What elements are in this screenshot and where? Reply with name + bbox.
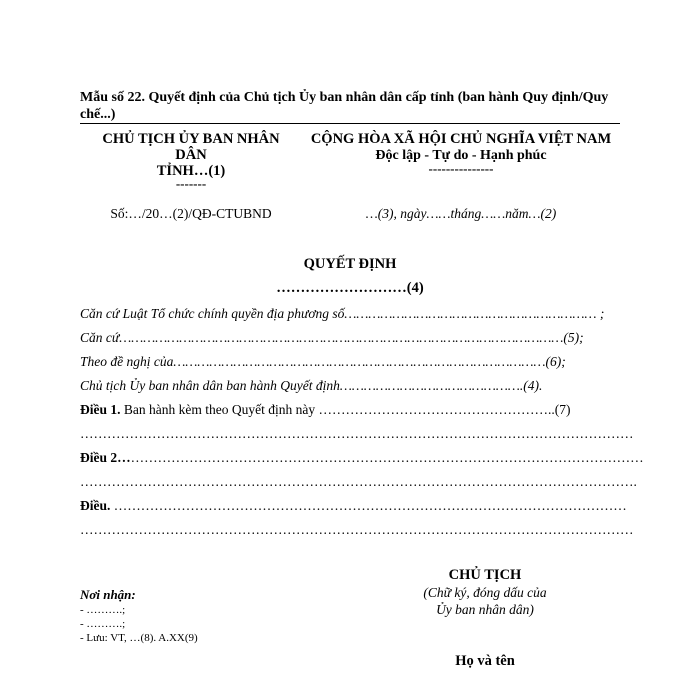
legal-basis-3: Theo đề nghị của…………………………………………………………………………………(6); (80, 354, 566, 369)
article-1 (80, 402, 620, 418)
article-3-text: …………………………………………………………………………………………………… (110, 498, 627, 513)
article-1-continuation: …………………………………………………………………………………………………………… (80, 426, 634, 441)
document-number: Số:…/20…(2)/QĐ-CTUBND (110, 206, 272, 221)
decision-title: QUYẾT ĐỊNH (303, 256, 397, 272)
signer-name: Họ và tên (455, 653, 515, 669)
article-3-continuation: …………………………………………………………………………………………………………… (80, 522, 634, 537)
recipients-label: Nơi nhận: (80, 587, 136, 602)
legal-basis-1: Căn cứ Luật Tổ chức chính quyền địa phương số……………………………………………………… ; (80, 306, 605, 321)
article-2 (80, 450, 644, 466)
form-title: Mẫu số 22. Quyết định của Chủ tịch Ủy ban nhân dân cấp tỉnh (ban hành Quy định/Quy chế...) (80, 90, 609, 122)
article-2-label: Điều 2… (80, 450, 131, 465)
article-3 (80, 498, 627, 514)
recipient-item: - ……….; (80, 618, 126, 630)
issuer-line-3: TỈNH…(1) (156, 163, 226, 179)
article-2-text: …………………………………………………………………………………………………… (130, 450, 644, 465)
article-2-continuation: ……………………………………………………………………………………………………………. (80, 474, 637, 489)
recipient-item: - ……….; (80, 604, 126, 616)
issuer-line-2: DÂN (175, 147, 207, 163)
article-3-label: Điều. (80, 498, 111, 513)
signature-note-line-1: (Chữ ký, đóng dấu của (423, 585, 547, 600)
title-divider (80, 123, 620, 124)
issuer-divider: ------- (175, 176, 207, 191)
decision-subject: ………………………(4) (276, 280, 424, 296)
motto-divider: --------------- (428, 161, 494, 176)
national-motto: Độc lập - Tự do - Hạnh phúc (375, 148, 547, 163)
issuer-line-1: CHỦ TỊCH ỦY BAN NHÂN (102, 131, 280, 147)
nation-name: CỘNG HÒA XÃ HỘI CHỦ NGHĨA VIỆT NAM (310, 131, 612, 147)
legal-basis-4: Chủ tịch Ủy ban nhân dân ban hành Quyết định……………………………………….(4). (80, 378, 543, 393)
recipient-item: - Lưu: VT, …(8). A.XX(9) (80, 632, 198, 644)
article-1-text: Ban hành kèm theo Quyết định này ……………………………………………..(7) (120, 402, 571, 417)
legal-basis-2: Căn cứ…………………………………………………………………………………………………(5); (80, 330, 584, 345)
signer-title: CHỦ TỊCH (448, 567, 522, 583)
signature-note-line-2: Ủy ban nhân dân) (436, 602, 534, 617)
article-1-label: Điều 1. (80, 402, 121, 417)
place-and-date: …(3), ngày……tháng……năm…(2) (365, 206, 557, 221)
